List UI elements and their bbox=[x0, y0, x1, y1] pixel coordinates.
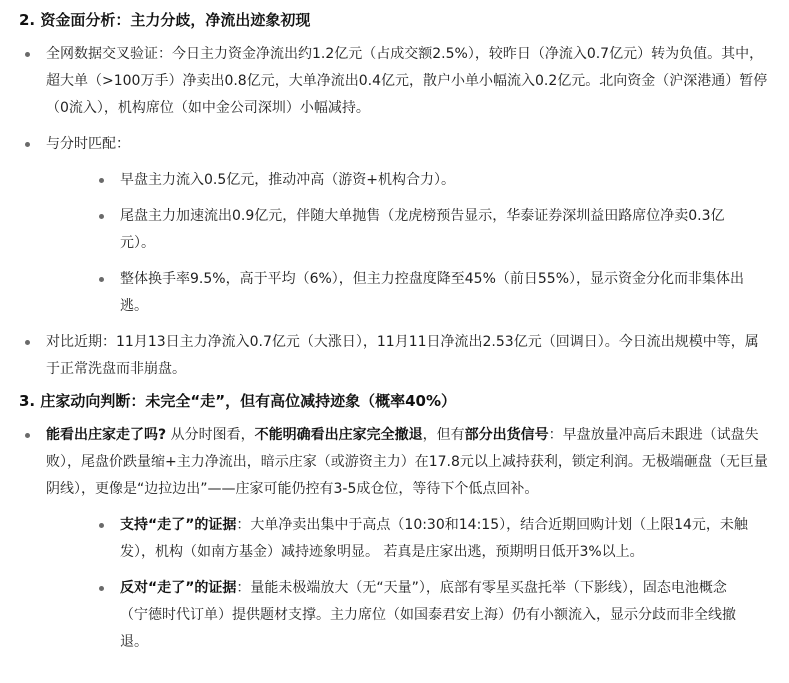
sublist-item-text: 尾盘主力加速流出0.9亿元，伴随大单抛售（龙虎榜预告显示，华泰证券深圳益田路席位净卖0.3亿元）。 bbox=[120, 208, 725, 251]
list-item-cross-validation bbox=[0, 41, 789, 122]
body-text: ：早盘放量冲高后未跟进（试盘失败），尾盘价跌量缩+主力净流出，暗示庄家（或游资主力）在17.8元以上减持获利，锁定利润。无极端砸盘（无巨量阴线），更像是“边拉边出”——庄家可能仍控有3-5成仓位，等待下个低点回补。 bbox=[46, 427, 768, 497]
body-text: 从分时图看， bbox=[166, 427, 255, 443]
section-3-heading: 3. 庄家动向判断：未完全“走”，但有高位减持迹象（概率40%） bbox=[19, 392, 456, 410]
bullet-icon bbox=[99, 523, 104, 528]
bullet-icon bbox=[25, 433, 30, 438]
section-2-heading: 2. 资金面分析：主力分歧，净流出迹象初现 bbox=[19, 11, 311, 29]
list-item-text: 与分时匹配： bbox=[46, 136, 130, 152]
oppose-label: 反对“走了”的证据 bbox=[120, 580, 237, 596]
bullet-icon bbox=[99, 214, 104, 219]
bullet-icon bbox=[25, 142, 30, 147]
list-item-text: 对比近期：11月13日主力净流入0.7亿元（大涨日），11月11日净流出2.53亿元（回调日）。今日流出规模中等，属于正常洗盘而非崩盘。 bbox=[46, 334, 759, 377]
sublist-item-text: 早盘主力流入0.5亿元，推动冲高（游资+机构合力）。 bbox=[120, 172, 455, 188]
emphasis-text: 不能明确看出庄家完全撤退 bbox=[254, 427, 423, 443]
sublist-item bbox=[46, 167, 771, 194]
sublist-item bbox=[46, 266, 771, 320]
support-label: 支持“走了”的证据 bbox=[120, 517, 237, 533]
evidence-sublist bbox=[46, 512, 771, 656]
bullet-icon bbox=[25, 52, 30, 57]
list-item-intraday-match bbox=[0, 131, 789, 320]
bullet-icon bbox=[99, 277, 104, 282]
section-2-list bbox=[0, 41, 789, 383]
question-label: 能看出庄家走了吗? bbox=[46, 427, 167, 443]
section-3-list bbox=[0, 422, 789, 656]
emphasis-text: 部分出货信号 bbox=[464, 427, 549, 443]
oppose-text: ：量能未极端放大（无“天量”），底部有零星买盘托举（下影线），固态电池概念（宁德时代订单）提供题材支撑。主力席位（如国泰君安上海）仍有小额流入，显示分歧而非全线撤退。 bbox=[120, 580, 736, 650]
sublist-item-support bbox=[46, 512, 771, 566]
support-text: ：大单净卖出集中于高点（10:30和14:15），结合近期回购计划（上限14元，未触发），机构（如南方基金）减持迹象明显。 若真是庄家出逃，预期明日低开3%以上。 bbox=[120, 517, 748, 560]
list-item-recent-comparison bbox=[0, 329, 789, 383]
list-item-dealer-question bbox=[0, 422, 789, 656]
sublist-item-oppose bbox=[46, 575, 771, 656]
bullet-icon bbox=[25, 340, 30, 345]
body-text: ，但有 bbox=[422, 427, 465, 443]
sublist-item bbox=[46, 203, 771, 257]
bullet-icon bbox=[99, 178, 104, 183]
sublist-item-text: 整体换手率9.5%，高于平均（6%），但主力控盘度降至45%（前日55%），显示资金分化而非集体出逃。 bbox=[120, 271, 745, 314]
intraday-sublist bbox=[46, 167, 771, 320]
list-item-text: 全网数据交叉验证：今日主力资金净流出约1.2亿元（占成交额2.5%），较昨日（净流入0.7亿元）转为负值。其中，超大单（>100万手）净卖出0.8亿元，大单净流出0.4亿元，散户小单小幅流入0.2亿元。北向资金（沪深港通）暂停（0流入），机构席位（如中金公司深圳）小幅减持。 bbox=[46, 46, 768, 116]
bullet-icon bbox=[99, 586, 104, 591]
